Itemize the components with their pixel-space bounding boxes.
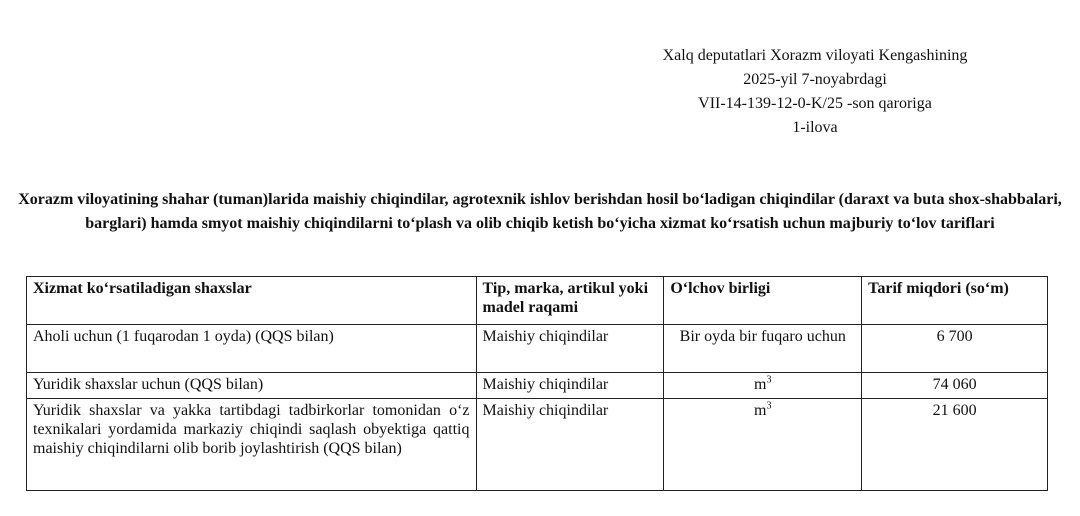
cell-tariff: 21 600: [862, 399, 1048, 491]
appendix-reference: [560, 44, 1070, 140]
table-header-row: [27, 277, 1048, 325]
cell-persons: Yuridik shaxslar uchun (QQS bilan): [27, 373, 477, 399]
cell-persons: Yuridik shaxslar va yakka tartibdagi tadbirkorlar tomonidan oʻz texnikalari yordamida markaziy chiqindi saqlash obyektiga qattiq maishiy chiqindilarni olib borib joylashtirish (QQS bilan): [27, 399, 477, 491]
unit-base: m: [754, 402, 767, 419]
unit-base: m: [754, 376, 767, 393]
cell-unit: Bir oyda bir fuqaro uchun: [664, 325, 862, 373]
header-tariff: Tarif miqdori (soʻm): [862, 277, 1048, 325]
appendix-line-decision: VII-14-139-12-0-K/25 -son qaroriga: [698, 95, 932, 112]
unit-exponent: 3: [766, 374, 772, 386]
cell-type: Maishiy chiqindilar: [476, 373, 664, 399]
cell-tariff: 6 700: [862, 325, 1048, 373]
table-row: [27, 399, 1048, 491]
appendix-line-date: 2025-yil 7-noyabrdagi: [743, 71, 887, 88]
tariff-table: [26, 276, 1048, 491]
header-unit: Oʻlchov birligi: [664, 277, 862, 325]
header-persons: Xizmat koʻrsatiladigan shaxslar: [27, 277, 477, 325]
cell-unit: [664, 373, 862, 399]
appendix-line-council: Xalq deputatlari Xorazm viloyati Kengashining: [662, 47, 968, 64]
table-row: [27, 373, 1048, 399]
cell-tariff: 74 060: [862, 373, 1048, 399]
cell-unit: [664, 399, 862, 491]
cell-persons: Aholi uchun (1 fuqarodan 1 oyda) (QQS bilan): [27, 325, 477, 373]
unit-exponent: 3: [766, 400, 772, 412]
appendix-line-number: 1-ilova: [792, 119, 838, 136]
header-type: Tip, marka, artikul yoki madel raqami: [476, 277, 664, 325]
document-title: Xorazm viloyatining shahar (tuman)larida maishiy chiqindilar, agrotexnik ishlov berishdan hosil boʻladigan chiqindilar (daraxt va buta shox-shabbalari, barglari) hamda smyot maishiy chiqindilarni toʻplash va olib chiqib ketish boʻyicha xizmat koʻrsatish uchun majburiy toʻlov tariflari: [18, 191, 1062, 232]
cell-type: Maishiy chiqindilar: [476, 325, 664, 373]
cell-type: Maishiy chiqindilar: [476, 399, 664, 491]
table-row: [27, 325, 1048, 373]
